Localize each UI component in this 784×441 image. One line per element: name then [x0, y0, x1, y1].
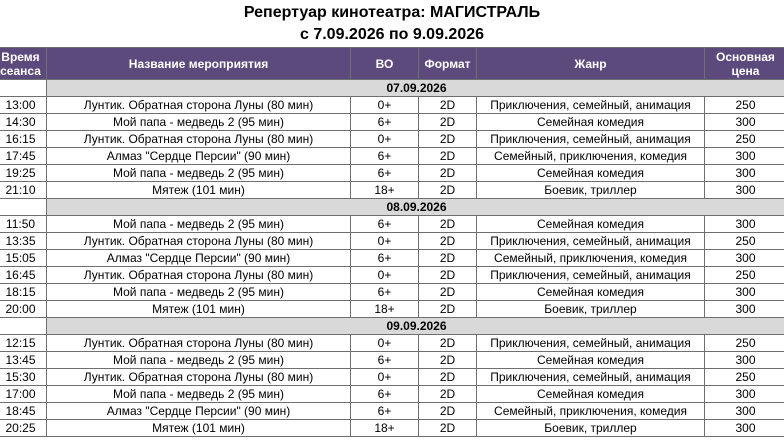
- session-time: 19:25: [0, 165, 47, 182]
- session-format: 2D: [419, 216, 477, 233]
- session-age: 6+: [351, 250, 419, 267]
- date-row: [0, 318, 784, 335]
- page-title: Репертуар кинотеатра: МАГИСТРАЛЬ: [243, 4, 541, 21]
- session-row: [0, 352, 784, 369]
- session-age: 6+: [351, 284, 419, 301]
- session-format: 2D: [419, 114, 477, 131]
- session-time: 16:45: [0, 267, 47, 284]
- session-genre: Семейная комедия: [477, 114, 705, 131]
- session-name: Мой папа - медведь 2 (95 мин): [47, 386, 351, 403]
- session-age: 18+: [351, 301, 419, 318]
- session-genre: Семейная комедия: [477, 352, 705, 369]
- session-name: Мятеж (101 мин): [47, 301, 351, 318]
- column-header-time: Время сеанса: [0, 48, 47, 80]
- session-price: 300: [705, 216, 784, 233]
- session-format: 2D: [419, 182, 477, 199]
- session-genre: Семейная комедия: [477, 165, 705, 182]
- session-name: Мой папа - медведь 2 (95 мин): [47, 114, 351, 131]
- session-age: 6+: [351, 352, 419, 369]
- session-age: 6+: [351, 114, 419, 131]
- session-row: [0, 165, 784, 182]
- session-row: [0, 267, 784, 284]
- session-time: 17:45: [0, 148, 47, 165]
- session-name: Лунтик. Обратная сторона Луны (80 мин): [47, 335, 351, 352]
- date-heading: 08.09.2026: [47, 199, 784, 216]
- session-age: 18+: [351, 420, 419, 437]
- session-age: 6+: [351, 386, 419, 403]
- session-age: 6+: [351, 148, 419, 165]
- session-price: 250: [705, 369, 784, 386]
- date-heading: 09.09.2026: [47, 318, 784, 335]
- session-row: [0, 131, 784, 148]
- date-range-subtitle: с 7.09.2026 по 9.09.2026: [299, 26, 485, 43]
- session-price: 300: [705, 165, 784, 182]
- session-time: 15:30: [0, 369, 47, 386]
- date-row-spacer: [0, 80, 47, 97]
- session-price: 300: [705, 420, 784, 437]
- session-name: Мой папа - медведь 2 (95 мин): [47, 165, 351, 182]
- session-format: 2D: [419, 369, 477, 386]
- session-format: 2D: [419, 301, 477, 318]
- session-time: 13:00: [0, 97, 47, 114]
- session-time: 21:10: [0, 182, 47, 199]
- session-time: 14:30: [0, 114, 47, 131]
- session-age: 18+: [351, 182, 419, 199]
- session-age: 6+: [351, 216, 419, 233]
- session-age: 0+: [351, 335, 419, 352]
- session-price: 300: [705, 250, 784, 267]
- session-format: 2D: [419, 267, 477, 284]
- session-genre: Приключения, семейный, анимация: [477, 335, 705, 352]
- session-format: 2D: [419, 335, 477, 352]
- session-time: 18:45: [0, 403, 47, 420]
- session-price: 300: [705, 148, 784, 165]
- session-format: 2D: [419, 97, 477, 114]
- session-age: 0+: [351, 131, 419, 148]
- session-genre: Семейная комедия: [477, 284, 705, 301]
- session-name: Мой папа - медведь 2 (95 мин): [47, 284, 351, 301]
- column-header-format: Формат: [419, 48, 477, 80]
- session-row: [0, 97, 784, 114]
- session-genre: Семейный, приключения, комедия: [477, 148, 705, 165]
- session-name: Алмаз "Сердце Персии" (90 мин): [47, 403, 351, 420]
- session-time: 20:25: [0, 420, 47, 437]
- column-header-age: ВО: [351, 48, 419, 80]
- session-name: Алмаз "Сердце Персии" (90 мин): [47, 148, 351, 165]
- session-time: 18:15: [0, 284, 47, 301]
- session-time: 13:35: [0, 233, 47, 250]
- session-age: 0+: [351, 369, 419, 386]
- column-header-genre: Жанр: [477, 48, 705, 80]
- session-time: 16:15: [0, 131, 47, 148]
- date-row-spacer: [0, 318, 47, 335]
- session-name: Лунтик. Обратная сторона Луны (80 мин): [47, 131, 351, 148]
- session-row: [0, 250, 784, 267]
- session-genre: Приключения, семейный, анимация: [477, 131, 705, 148]
- session-genre: Семейная комедия: [477, 386, 705, 403]
- session-price: 250: [705, 131, 784, 148]
- date-row: [0, 199, 784, 216]
- session-price: 250: [705, 335, 784, 352]
- session-price: 250: [705, 233, 784, 250]
- session-name: Мятеж (101 мин): [47, 182, 351, 199]
- session-age: 0+: [351, 267, 419, 284]
- session-row: [0, 216, 784, 233]
- session-format: 2D: [419, 403, 477, 420]
- column-header-name: Название мероприятия: [47, 48, 351, 80]
- session-name: Лунтик. Обратная сторона Луны (80 мин): [47, 369, 351, 386]
- column-header-price: Основная цена: [705, 48, 784, 80]
- schedule-table: [0, 47, 784, 437]
- session-price: 300: [705, 386, 784, 403]
- session-genre: Приключения, семейный, анимация: [477, 97, 705, 114]
- session-format: 2D: [419, 131, 477, 148]
- session-format: 2D: [419, 148, 477, 165]
- session-name: Лунтик. Обратная сторона Луны (80 мин): [47, 97, 351, 114]
- session-genre: Приключения, семейный, анимация: [477, 369, 705, 386]
- session-price: 250: [705, 97, 784, 114]
- session-genre: Семейная комедия: [477, 216, 705, 233]
- session-name: Лунтик. Обратная сторона Луны (80 мин): [47, 267, 351, 284]
- session-name: Мятеж (101 мин): [47, 420, 351, 437]
- session-genre: Боевик, триллер: [477, 420, 705, 437]
- session-row: [0, 114, 784, 131]
- session-price: 300: [705, 403, 784, 420]
- session-genre: Семейный, приключения, комедия: [477, 250, 705, 267]
- session-time: 13:45: [0, 352, 47, 369]
- session-price: 300: [705, 182, 784, 199]
- date-row-spacer: [0, 199, 47, 216]
- session-row: [0, 335, 784, 352]
- session-row: [0, 386, 784, 403]
- session-name: Алмаз "Сердце Персии" (90 мин): [47, 250, 351, 267]
- date-row: [0, 80, 784, 97]
- session-time: 12:15: [0, 335, 47, 352]
- session-age: 0+: [351, 233, 419, 250]
- schedule-body: [0, 80, 784, 437]
- session-row: [0, 148, 784, 165]
- session-genre: Боевик, триллер: [477, 182, 705, 199]
- session-row: [0, 284, 784, 301]
- session-row: [0, 369, 784, 386]
- session-time: 11:50: [0, 216, 47, 233]
- session-genre: Приключения, семейный, анимация: [477, 233, 705, 250]
- session-format: 2D: [419, 386, 477, 403]
- session-time: 20:00: [0, 301, 47, 318]
- session-time: 17:00: [0, 386, 47, 403]
- session-price: 300: [705, 114, 784, 131]
- session-name: Мой папа - медведь 2 (95 мин): [47, 216, 351, 233]
- session-format: 2D: [419, 420, 477, 437]
- session-row: [0, 182, 784, 199]
- session-price: 300: [705, 301, 784, 318]
- date-heading: 07.09.2026: [47, 80, 784, 97]
- session-genre: Боевик, триллер: [477, 301, 705, 318]
- session-genre: Семейный, приключения, комедия: [477, 403, 705, 420]
- session-price: 300: [705, 284, 784, 301]
- session-format: 2D: [419, 233, 477, 250]
- header-row: [0, 48, 784, 80]
- session-row: [0, 301, 784, 318]
- session-format: 2D: [419, 250, 477, 267]
- session-format: 2D: [419, 352, 477, 369]
- session-age: 6+: [351, 165, 419, 182]
- session-age: 6+: [351, 403, 419, 420]
- session-format: 2D: [419, 165, 477, 182]
- session-format: 2D: [419, 284, 477, 301]
- session-row: [0, 233, 784, 250]
- session-age: 0+: [351, 97, 419, 114]
- session-price: 250: [705, 267, 784, 284]
- session-row: [0, 420, 784, 437]
- session-time: 15:05: [0, 250, 47, 267]
- session-name: Мой папа - медведь 2 (95 мин): [47, 352, 351, 369]
- session-genre: Приключения, семейный, анимация: [477, 267, 705, 284]
- session-price: 300: [705, 352, 784, 369]
- session-row: [0, 403, 784, 420]
- session-name: Лунтик. Обратная сторона Луны (80 мин): [47, 233, 351, 250]
